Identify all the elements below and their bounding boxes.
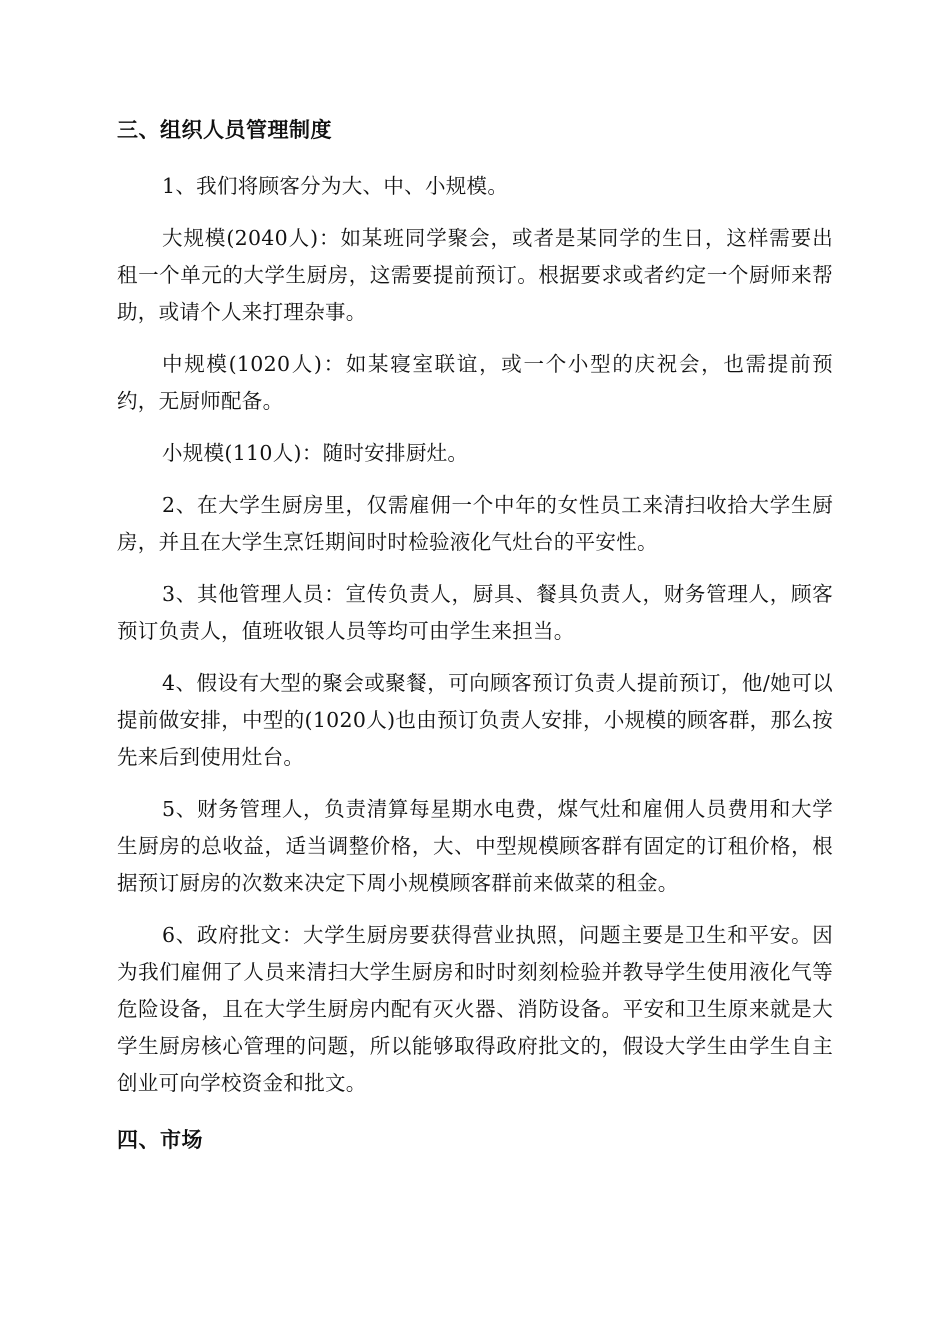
paragraph-finance: 5、财务管理人，负责清算每星期水电费，煤气灶和雇佣人员费用和大学生厨房的总收益，适当调整价格，大、中型规模顾客群有固定的订租价格，根据预订厨房的次数来决定下周小规模顾客群前来做菜的租金。 bbox=[117, 797, 833, 895]
paragraph-small-scale: 小规模(110人)：随时安排厨灶。 bbox=[162, 441, 469, 465]
paragraph-customer-scale: 1、我们将顾客分为大、中、小规模。 bbox=[162, 174, 509, 198]
paragraph-cleaning-staff: 2、在大学生厨房里，仅需雇佣一个中年的女性员工来清扫收拾大学生厨房，并且在大学生烹饪期间时时检验液化气灶台的平安性。 bbox=[117, 493, 833, 554]
paragraph-other-managers: 3、其他管理人员：宣传负责人，厨具、餐具负责人，财务管理人，顾客预订负责人，值班收银人员等均可由学生来担当。 bbox=[117, 582, 833, 643]
paragraph-reservations: 4、假设有大型的聚会或聚餐，可向顾客预订负责人提前预订，他/她可以提前做安排，中型的(1020人)也由预订负责人安排，小规模的顾客群，那么按先来后到使用灶台。 bbox=[117, 671, 833, 769]
paragraph-medium-scale: 中规模(1020人)：如某寝室联谊，或一个小型的庆祝会，也需提前预约，无厨师配备。 bbox=[117, 352, 833, 413]
paragraph-large-scale: 大规模(2040人)：如某班同学聚会，或者是某同学的生日，这样需要出租一个单元的大学生厨房，这需要提前预订。根据要求或者约定一个厨师来帮助，或请个人来打理杂事。 bbox=[117, 226, 833, 324]
section-heading-organization: 三、组织人员管理制度 bbox=[117, 118, 332, 142]
document-body bbox=[117, 112, 833, 1158]
section-heading-market: 四、市场 bbox=[117, 1128, 203, 1152]
paragraph-government-approval: 6、政府批文：大学生厨房要获得营业执照，问题主要是卫生和平安。因为我们雇佣了人员来清扫大学生厨房和时时刻刻检验并教导学生使用液化气等危险设备，且在大学生厨房内配有灭火器、消防设备。平安和卫生原来就是大学生厨房核心管理的问题，所以能够取得政府批文的，假设大学生由学生自主创业可向学校资金和批文。 bbox=[117, 923, 833, 1095]
